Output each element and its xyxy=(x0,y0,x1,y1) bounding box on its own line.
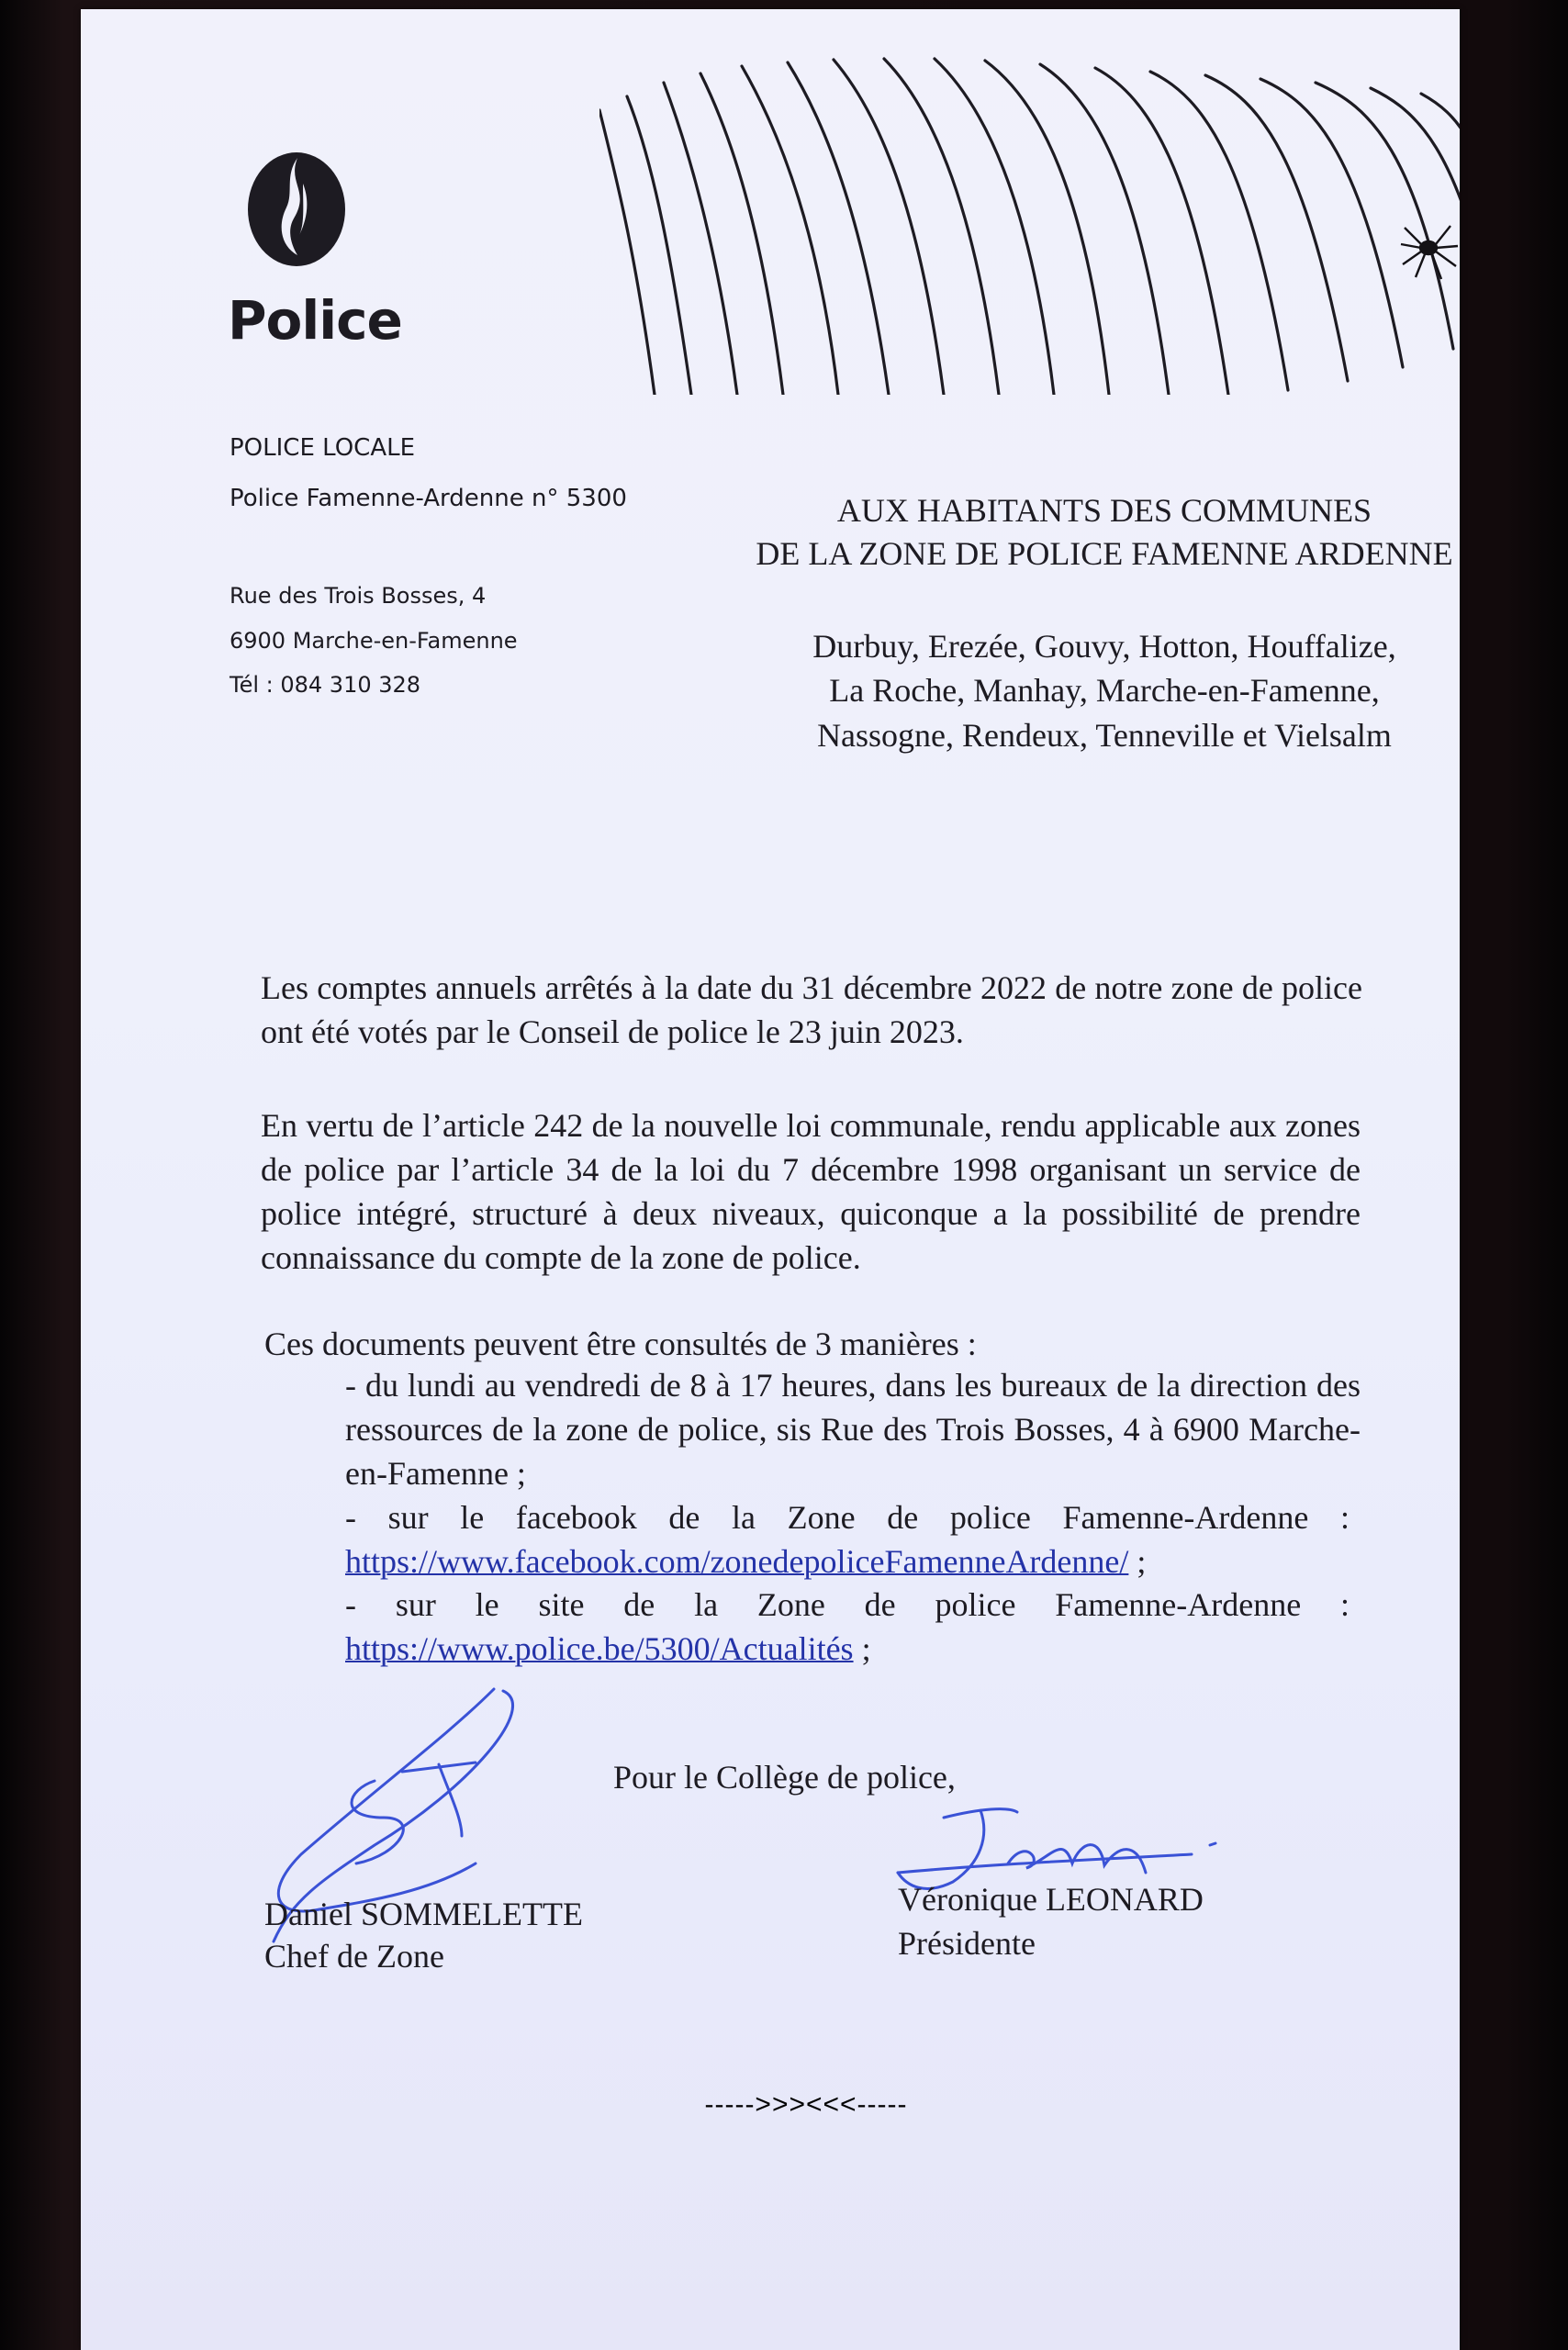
facebook-link[interactable]: https://www.facebook.com/zonedepoliceFamenneArdenne/ xyxy=(345,1543,1129,1580)
paragraph-3-intro: Ces documents peuvent être consultés de 3 manières : xyxy=(264,1326,977,1362)
footer-separator: ----->>><<<----- xyxy=(704,2089,908,2120)
paragraph-1-line-2: ont été votés par le Conseil de police le 23 juin 2023. xyxy=(261,1013,964,1050)
document-page xyxy=(81,9,1460,2350)
signer-1-name: Daniel SOMMELETTE xyxy=(264,1896,583,1932)
addressee-line-2: DE LA ZONE DE POLICE FAMENNE ARDENNE xyxy=(756,535,1453,572)
sender-street: Rue des Trois Bosses, 4 xyxy=(230,583,487,609)
bullet-3-text: - sur le site de la Zone de police Famenne-Ardenne : xyxy=(345,1586,1350,1623)
paragraph-1-line-1: Les comptes annuels arrêtés à la date du 31 décembre 2022 de notre zone de police xyxy=(261,969,1362,1006)
police-flame-logo-icon xyxy=(246,147,352,271)
addressee-line-1: AUX HABITANTS DES COMMUNES xyxy=(836,492,1372,529)
communes-line-2: La Roche, Manhay, Marche-en-Famenne, xyxy=(829,672,1380,709)
sender-unit: POLICE LOCALE xyxy=(230,434,416,462)
communes-line-1: Durbuy, Erezée, Gouvy, Hotton, Houffalize, xyxy=(812,628,1396,665)
bullet-1-line-2: ressources de la zone de police, sis Rue des Trois Bosses, 4 à 6900 Marche- xyxy=(345,1411,1361,1448)
signer-1-role: Chef de Zone xyxy=(264,1938,444,1975)
sender-zone: Police Famenne-Ardenne n° 5300 xyxy=(230,485,627,512)
bullet-2-text: - sur le facebook de la Zone de police Famenne-Ardenne : xyxy=(345,1499,1350,1536)
spider-icon xyxy=(1384,211,1460,285)
bullet-1-line-3: en-Famenne ; xyxy=(345,1455,526,1492)
police-logo-text: Police xyxy=(228,289,402,352)
sender-city: 6900 Marche-en-Famenne xyxy=(230,628,518,654)
paragraph-2-line-1: En vertu de l’article 242 de la nouvelle loi communale, rendu applicable aux zones xyxy=(261,1107,1361,1144)
bullet-3-link-line xyxy=(345,1627,871,1671)
signer-2-role: Présidente xyxy=(898,1925,1036,1962)
signer-2-name: Véronique LEONARD xyxy=(898,1881,1204,1918)
bullet-3-end: ; xyxy=(853,1630,871,1667)
paragraph-2-line-4: connaissance du compte de la zone de police. xyxy=(261,1239,861,1276)
sender-phone: Tél : 084 310 328 xyxy=(230,672,421,698)
police-website-link[interactable]: https://www.police.be/5300/Actualités xyxy=(345,1630,854,1667)
paragraph-2-line-3: police intégré, structuré à deux niveaux, quiconque a la possibilité de prendre xyxy=(261,1195,1361,1232)
communes-line-3: Nassogne, Rendeux, Tenneville et Vielsalm xyxy=(817,717,1392,754)
college-line: Pour le Collège de police, xyxy=(613,1759,956,1796)
bullet-2-link-line xyxy=(345,1539,1146,1583)
bullet-1-line-1: - du lundi au vendredi de 8 à 17 heures, dans les bureaux de la direction des xyxy=(345,1367,1361,1404)
bullet-2-end: ; xyxy=(1128,1543,1147,1580)
paragraph-2-line-2: de police par l’article 34 de la loi du 7 décembre 1998 organisant un service de xyxy=(261,1151,1361,1188)
decorative-wave-pattern xyxy=(599,55,1460,395)
